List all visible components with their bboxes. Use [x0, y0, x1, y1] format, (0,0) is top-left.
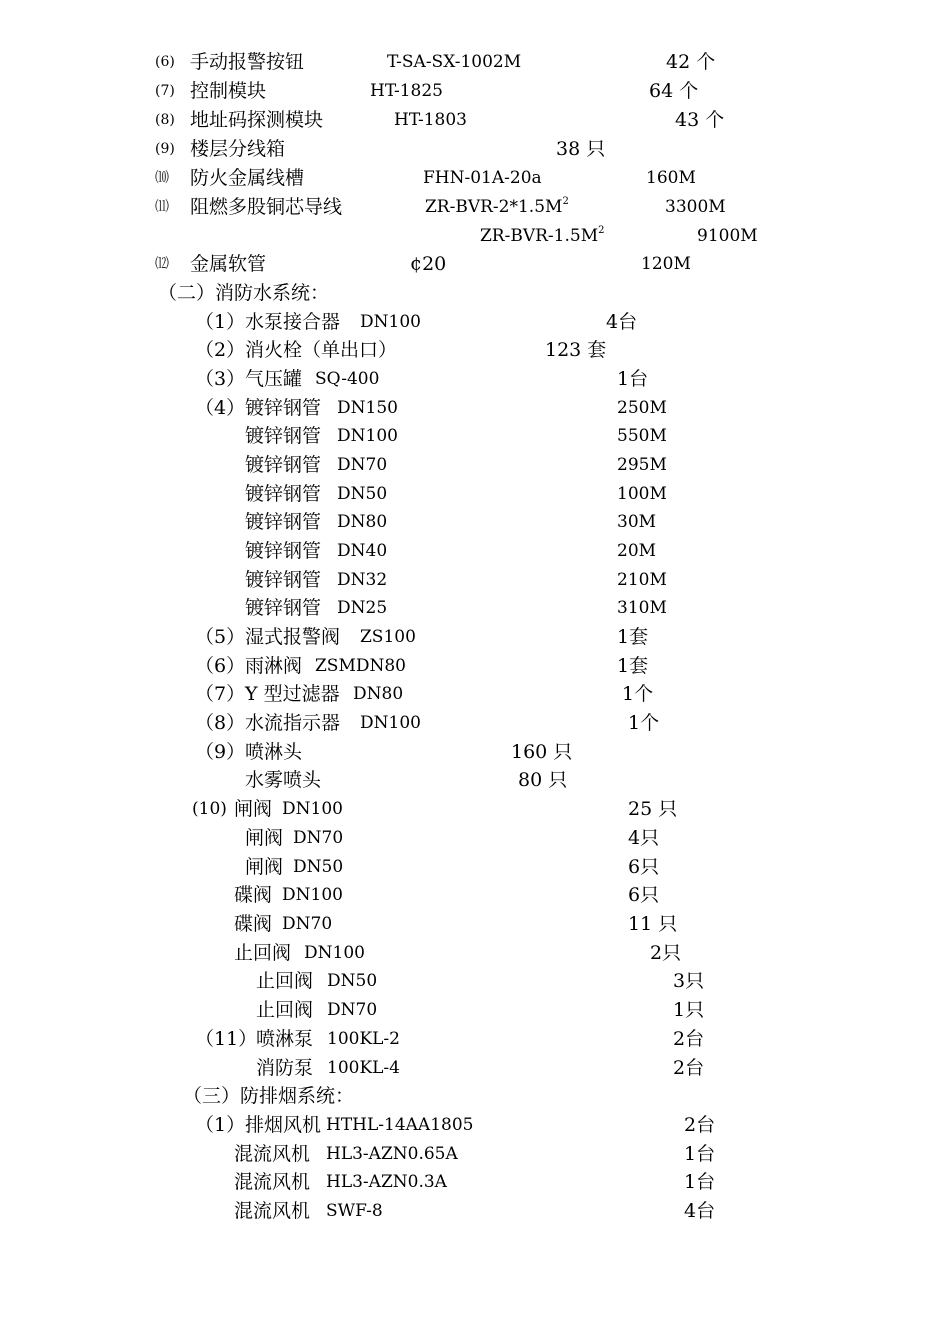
item-model: DN50: [327, 971, 378, 991]
item-number: (6): [155, 54, 175, 70]
item-name: 排烟风机: [245, 1114, 322, 1136]
list-item: [0, 365, 950, 393]
item-quantity: 160M: [646, 168, 696, 188]
superscript: 2: [598, 225, 605, 236]
item-number: ⑽: [155, 170, 169, 186]
item-name: 镀锌钢管: [245, 540, 322, 562]
list-item: [0, 537, 950, 565]
item-number: （5）: [195, 626, 246, 648]
list-item: [0, 566, 950, 594]
item-name: 镀锌钢管: [245, 511, 322, 533]
item-model: DN100: [360, 312, 421, 332]
item-name: 水雾喷头: [245, 769, 322, 791]
item-quantity: 210M: [617, 570, 667, 590]
list-item: [0, 594, 950, 622]
list-item: [0, 652, 950, 680]
section-heading: [0, 279, 950, 307]
item-model: DN100: [337, 426, 398, 446]
item-model: ZSMDN80: [315, 656, 407, 676]
item-quantity: 2台: [673, 1028, 705, 1050]
item-model: $ZR-BVR-2*1.5M^2$: [425, 196, 569, 217]
list-item: [0, 967, 950, 995]
list-item: [0, 795, 950, 823]
item-name: 控制模块: [190, 80, 267, 102]
item-quantity: 310M: [617, 598, 667, 618]
item-number: （8）: [195, 712, 246, 734]
item-model: T-SA-SX-1002M: [387, 52, 522, 72]
item-quantity: 1个: [622, 683, 654, 705]
item-quantity: 1个: [628, 712, 660, 734]
section-heading: [0, 1082, 950, 1110]
item-model: ZS100: [360, 627, 416, 647]
item-quantity: 1套: [617, 655, 649, 677]
item-name: 混流风机: [234, 1200, 311, 1222]
item-name: 消防泵: [256, 1057, 314, 1079]
item-name: 湿式报警阀: [245, 626, 341, 648]
list-item: [0, 451, 950, 479]
item-quantity: 6只: [628, 884, 660, 906]
item-name: 止回阀: [256, 999, 314, 1021]
item-model: DN70: [337, 455, 388, 475]
item-quantity: 2只: [650, 942, 682, 964]
item-number: ⑾: [155, 199, 169, 215]
item-number: （4）: [195, 397, 246, 419]
list-item: [0, 394, 950, 422]
item-model: DN80: [337, 512, 388, 532]
item-model: DN100: [304, 943, 365, 963]
item-name: 手动报警按钮: [190, 51, 305, 73]
item-name: 碟阀: [234, 913, 273, 935]
item-name: 消火栓（单出口）: [245, 339, 398, 361]
list-item: [0, 336, 950, 364]
item-model: 100KL-2: [327, 1029, 400, 1049]
list-item: [0, 164, 950, 192]
item-quantity: 550M: [617, 426, 667, 446]
list-item: [0, 680, 950, 708]
item-model: DN70: [282, 914, 333, 934]
list-item: [0, 508, 950, 536]
item-model: SQ-400: [315, 369, 380, 389]
item-quantity: 1套: [617, 626, 649, 648]
list-item: [0, 881, 950, 909]
item-quantity: 43 个: [675, 109, 725, 131]
item-model: $ZR-BVR-1.5M^2$: [480, 225, 605, 246]
item-quantity: 11 只: [628, 913, 678, 935]
item-number: （9）: [195, 741, 246, 763]
list-item: [0, 308, 950, 336]
list-item: [0, 766, 950, 794]
list-item: [0, 996, 950, 1024]
item-model: DN70: [293, 828, 344, 848]
item-name: 镀锌钢管: [245, 483, 322, 505]
item-name: 镀锌钢管: [245, 454, 322, 476]
item-number: （1）: [195, 1114, 246, 1136]
item-name: 喷淋泵: [256, 1028, 314, 1050]
item-quantity: 4只: [628, 827, 660, 849]
item-quantity: 64 个: [649, 80, 699, 102]
list-item: [0, 1197, 950, 1225]
item-number: ⑿: [155, 256, 169, 272]
item-quantity: 123 套: [545, 339, 607, 361]
list-item: [0, 623, 950, 651]
item-name: 闸阀: [234, 798, 273, 820]
item-quantity: 38 只: [556, 138, 606, 160]
list-item: [0, 939, 950, 967]
item-quantity: 30M: [617, 512, 657, 532]
item-name: 镀锌钢管: [245, 397, 322, 419]
item-quantity: 295M: [617, 455, 667, 475]
list-item: [0, 422, 950, 450]
item-name: 止回阀: [234, 942, 292, 964]
item-name: 楼层分线箱: [190, 138, 286, 160]
item-name: 雨淋阀: [245, 655, 303, 677]
list-item: [0, 1140, 950, 1168]
item-number: （7）: [195, 683, 246, 705]
list-item: [0, 824, 950, 852]
item-model: HL3-AZN0.3A: [326, 1172, 447, 1192]
item-model: HL3-AZN0.65A: [326, 1144, 458, 1164]
item-name: 闸阀: [245, 827, 284, 849]
item-quantity: 42 个: [666, 51, 716, 73]
list-item: [0, 910, 950, 938]
superscript: 2: [562, 196, 569, 207]
item-model: DN100: [282, 799, 343, 819]
section-title: （三）防排烟系统：: [183, 1085, 355, 1107]
list-item: [0, 480, 950, 508]
item-number: （6）: [195, 655, 246, 677]
item-quantity: 1台: [684, 1171, 716, 1193]
list-item: [0, 135, 950, 163]
list-item: [0, 48, 950, 76]
list-item: [0, 1054, 950, 1082]
item-quantity: 4台: [684, 1200, 716, 1222]
item-quantity: 2台: [684, 1114, 716, 1136]
item-name: Y 型过滤器: [245, 683, 340, 705]
item-number: (7): [155, 83, 175, 99]
item-model: ¢20: [410, 253, 447, 275]
item-quantity: 1台: [617, 368, 649, 390]
item-model: HTHL-14AA1805: [326, 1115, 474, 1135]
item-name: 止回阀: [256, 970, 314, 992]
list-item: [0, 193, 950, 221]
item-quantity: 120M: [641, 254, 691, 274]
item-model: DN40: [337, 541, 388, 561]
item-name: 镀锌钢管: [245, 569, 322, 591]
item-model: SWF-8: [326, 1201, 383, 1221]
list-item: [0, 1025, 950, 1053]
item-quantity: 6只: [628, 856, 660, 878]
list-item: [0, 222, 950, 250]
item-name: 镀锌钢管: [245, 597, 322, 619]
list-item: [0, 106, 950, 134]
item-name: 水流指示器: [245, 712, 341, 734]
item-quantity: 1台: [684, 1143, 716, 1165]
item-name: 镀锌钢管: [245, 425, 322, 447]
item-name: 混流风机: [234, 1143, 311, 1165]
item-model: DN50: [337, 484, 388, 504]
item-name: 防火金属线槽: [190, 167, 305, 189]
item-name: 混流风机: [234, 1171, 311, 1193]
list-item: [0, 250, 950, 278]
item-name: 碟阀: [234, 884, 273, 906]
item-quantity: 3只: [673, 970, 705, 992]
list-item: [0, 738, 950, 766]
item-model: DN25: [337, 598, 388, 618]
section-title: （二）消防水系统：: [158, 282, 330, 304]
item-number: （11）: [195, 1028, 258, 1050]
item-number: （1）: [195, 311, 246, 333]
item-name: 地址码探测模块: [190, 109, 324, 131]
item-name: 金属软管: [190, 253, 267, 275]
item-number: （3）: [195, 368, 246, 390]
item-model: DN50: [293, 857, 344, 877]
item-name: 喷淋头: [245, 741, 303, 763]
item-quantity: 3300M: [665, 197, 726, 217]
item-number: (8): [155, 112, 175, 128]
item-model: DN100: [282, 885, 343, 905]
item-name: 气压罐: [245, 368, 303, 390]
item-model: HT-1825: [370, 81, 443, 101]
item-model: DN70: [327, 1000, 378, 1020]
item-name: 阻燃多股铜芯导线: [190, 196, 343, 218]
item-quantity: 9100M: [697, 226, 758, 246]
item-quantity: 1只: [673, 999, 705, 1021]
item-model: DN150: [337, 398, 398, 418]
item-name: 闸阀: [245, 856, 284, 878]
item-quantity: 4台: [606, 311, 638, 333]
item-number: (9): [155, 141, 175, 157]
item-quantity: 100M: [617, 484, 667, 504]
item-number: （2）: [195, 339, 246, 361]
item-model: HT-1803: [394, 110, 467, 130]
item-model: DN80: [353, 684, 404, 704]
item-model: 100KL-4: [327, 1058, 400, 1078]
list-item: [0, 1168, 950, 1196]
item-model: DN100: [360, 713, 421, 733]
list-item: [0, 1111, 950, 1139]
list-item: [0, 853, 950, 881]
list-item: [0, 709, 950, 737]
item-name: 水泵接合器: [245, 311, 341, 333]
item-model: DN32: [337, 570, 388, 590]
item-quantity: 20M: [617, 541, 657, 561]
list-item: [0, 77, 950, 105]
item-quantity: 250M: [617, 398, 667, 418]
item-model: FHN-01A-20a: [423, 168, 542, 188]
item-quantity: 2台: [673, 1057, 705, 1079]
item-quantity: 25 只: [628, 798, 678, 820]
item-quantity: 160 只: [511, 741, 573, 763]
item-number: (10): [192, 799, 227, 819]
item-quantity: 80 只: [518, 769, 568, 791]
